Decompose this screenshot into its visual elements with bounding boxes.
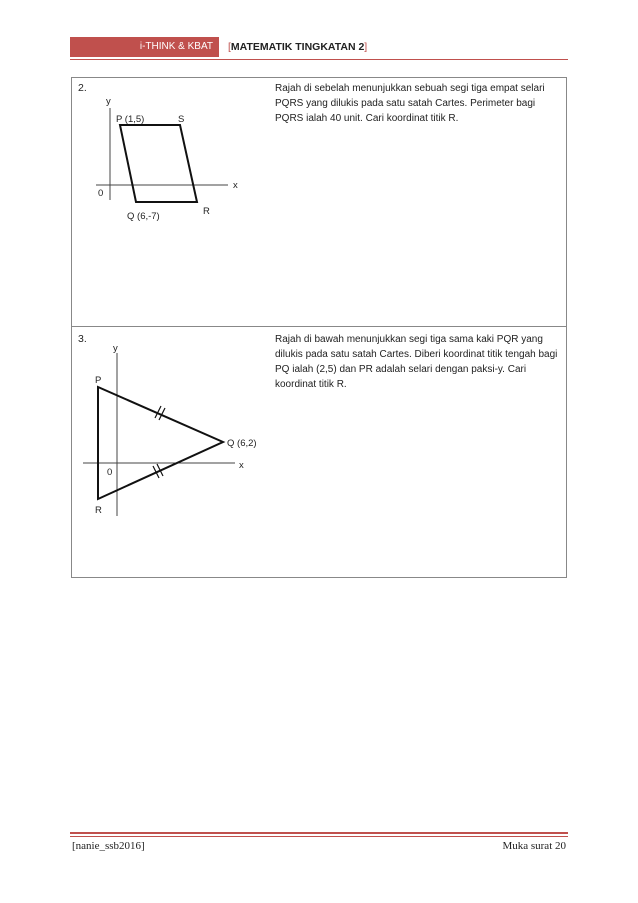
header-subject-text: MATEMATIK TINGKATAN 2	[230, 41, 365, 53]
q2-q-label: Q (6,-7)	[127, 211, 160, 222]
q3-x-label: x	[239, 460, 244, 471]
q2-x-label: x	[233, 180, 238, 191]
header-bracket-open: [	[228, 41, 231, 53]
q3-p-label: P	[95, 375, 102, 386]
footer-divider-thin	[70, 836, 568, 837]
q3-origin-label: 0	[107, 467, 113, 478]
footer-divider	[70, 832, 568, 834]
footer-author: [nanie_ssb2016]	[72, 840, 145, 852]
question-2-text: Rajah di sebelah menunjukkan sebuah segi tiga empat selari PQRS yang dilukis pada satu satah Cartes. Perimeter bagi PQRS ialah 40 unit. Cari koordinat titik R.	[275, 83, 545, 124]
question-2-number: 2.	[78, 82, 87, 94]
footer-page-number: Muka surat 20	[502, 840, 566, 852]
q3-y-label: y	[113, 343, 118, 354]
header-bracket-close: ]	[364, 41, 368, 53]
q2-r-label: R	[203, 206, 210, 217]
q2-y-label: y	[106, 96, 111, 107]
q3-q-label: Q (6,2)	[227, 438, 257, 449]
header-series: i-THINK & KBAT	[139, 41, 213, 52]
q3-r-label: R	[95, 505, 102, 516]
q2-origin-label: 0	[98, 188, 104, 199]
q2-p-label: P (1,5)	[116, 114, 145, 125]
q2-s-label: S	[178, 114, 185, 125]
question-3-number: 3.	[78, 333, 87, 345]
question-3-text: Rajah di bawah menunjukkan segi tiga sama kaki PQR yang dilukis pada satu satah Cartes. Diberi koordinat titik tengah bagi PQ ialah (2,5) dan PR adalah selari dengan paksi-y. Cari koordinat titik R.	[275, 334, 558, 390]
